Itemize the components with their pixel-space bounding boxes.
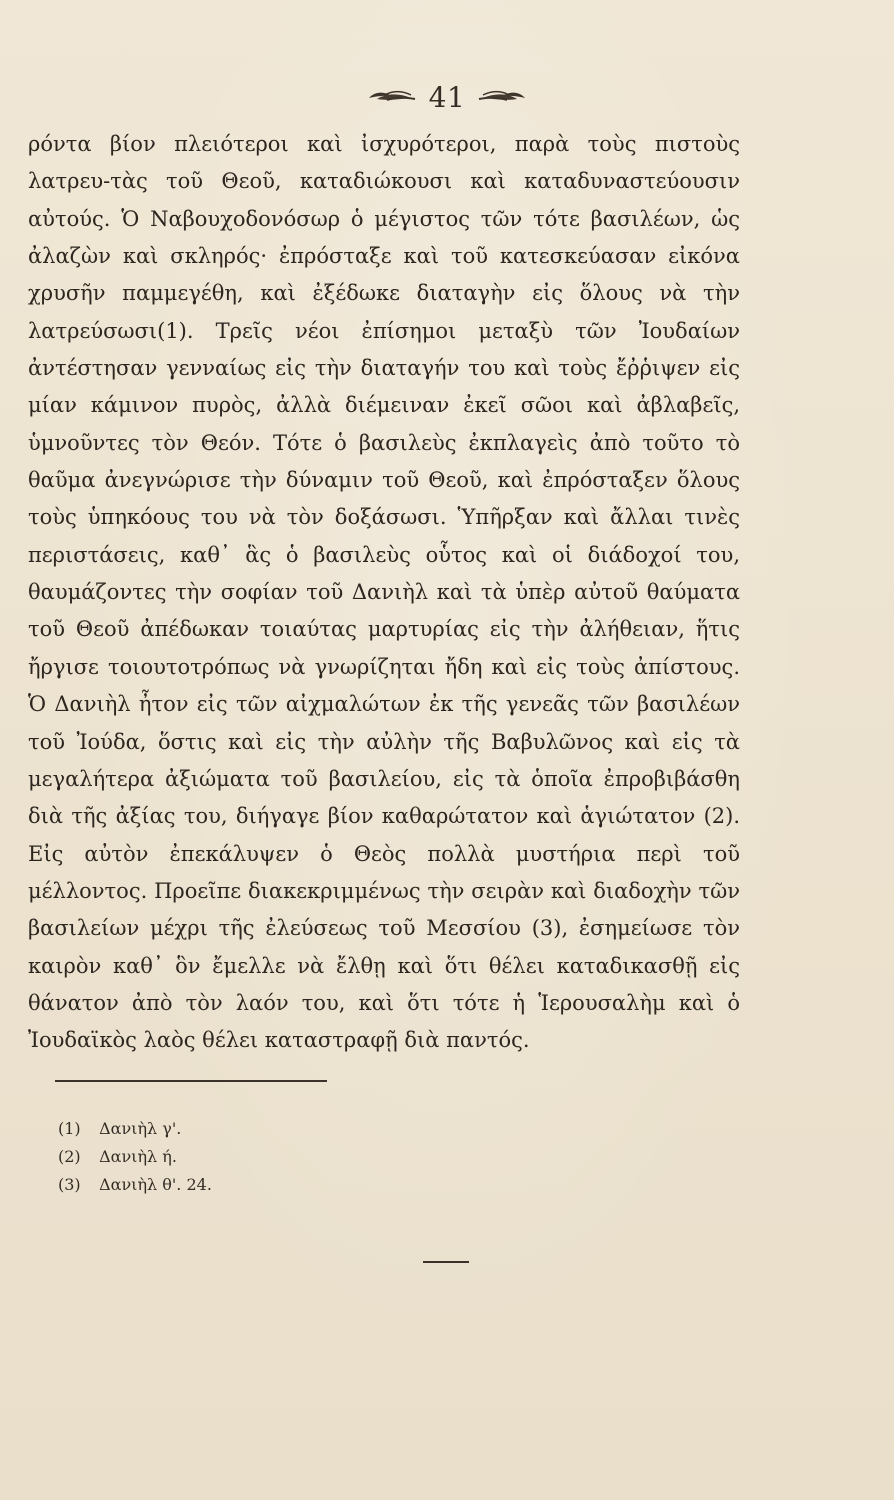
main-text-block [28,126,740,1060]
footnote-text: Δανιὴλ ή. [99,1147,177,1166]
footnote-separator-rule [55,1080,327,1082]
footnote-marker: (2) [58,1147,81,1166]
right-leaf-ornament-icon [475,89,529,107]
footnotes-list [58,1115,318,1199]
page-number: 41 [428,81,466,114]
footnote-item-1 [58,1115,318,1143]
bottom-mark [423,1261,469,1263]
main-paragraph: ρόντα βίον πλειότεροι καὶ ἰσχυρότεροι, παρὰ τοὺς πιστοὺς λατρευ-τὰς τοῦ Θεοῦ, καταδιώκουσι καὶ καταδυναστεύουσιν αὐτούς. Ὁ Ναβουχοδονόσωρ ὁ μέγιστος τῶν τότε βασιλέων, ὡς ἀλαζὼν καὶ σκληρός· ἐπρόσταξε καὶ τοῦ κατεσκεύασαν εἰκόνα χρυσῆν παμμεγέθη, καὶ ἐξέδωκε διαταγὴν εἰς ὅλους νὰ τὴν λατρεύσωσι(1). Τρεῖς νέοι ἐπίσημοι μεταξὺ τῶν Ἰουδαίων ἀντέστησαν γενναίως εἰς τὴν διαταγήν του καὶ τοὺς ἔῤῥιψεν εἰς μίαν κάμινον πυρὸς, ἀλλὰ διέμειναν ἐκεῖ σῶοι καὶ ἀβλαβεῖς, ὑμνοῦντες τὸν Θεόν. Τότε ὁ βασιλεὺς ἐκπλαγεὶς ἀπὸ τοῦτο τὸ θαῦμα ἀνεγνώρισε τὴν δύναμιν τοῦ Θεοῦ, καὶ ἐπρόσταξεν ὅλους τοὺς ὑπηκόους του νὰ τὸν δοξάσωσι. Ὑπῆρξαν καὶ ἄλλαι τινὲς περιστάσεις, καθ᾽ ἃς ὁ βασιλεὺς οὗτος καὶ οἱ διάδοχοί του, θαυμάζοντες τὴν σοφίαν τοῦ Δανιὴλ καὶ τὰ ὑπὲρ αὐτοῦ θαύματα τοῦ Θεοῦ ἀπέδωκαν τοιαύτας μαρτυρίας εἰς τὴν ἀλήθειαν, ἥτις ἤργισε τοιουτοτρόπως νὰ γνωρίζηται ἤδη καὶ εἰς τοὺς ἀπίστους. Ὁ Δανιὴλ ἦτον εἰς τῶν αἰχμαλώτων ἐκ τῆς γενεᾶς τῶν βασιλέων τοῦ Ἰούδα, ὅστις καὶ εἰς τὴν αὐλὴν τῆς Βαβυλῶνος καὶ εἰς τὰ μεγαλήτερα ἀξιώματα τοῦ βασιλείου, εἰς τὰ ὁποῖα ἐπροβιβάσθη διὰ τῆς ἀξίας του, διήγαγε βίον καθαρώτατον καὶ ἁγιώτατον (2). Εἰς αὐτὸν ἐπεκάλυψεν ὁ Θεὸς πολλὰ μυστήρια περὶ τοῦ μέλλοντος. Προεῖπε διακεκριμμένως τὴν σειρὰν καὶ διαδοχὴν τῶν βασιλείων μέχρι τῆς ἐλεύσεως τοῦ Μεσσίου (3), ἐσημείωσε τὸν καιρὸν καθ᾽ ὃν ἔμελλε νὰ ἔλθῃ καὶ ὅτι θέλει καταδικασθῇ εἰς θάνατον ἀπὸ τὸν λαόν του, καὶ ὅτι τότε ἡ Ἱερουσαλὴμ καὶ ὁ Ἰουδαϊκὸς λαὸς θέλει καταστραφῇ διὰ παντός. [28,132,740,1053]
footnote-text: Δανιὴλ θ'. 24. [99,1175,212,1194]
page-header [0,78,894,118]
footnote-item-3 [58,1171,318,1199]
footnote-marker: (3) [58,1175,81,1194]
footnote-marker: (1) [58,1119,81,1138]
left-leaf-ornament-icon [365,89,419,107]
footnote-item-2 [58,1143,318,1171]
footnote-text: Δανιὴλ γ'. [99,1119,182,1138]
